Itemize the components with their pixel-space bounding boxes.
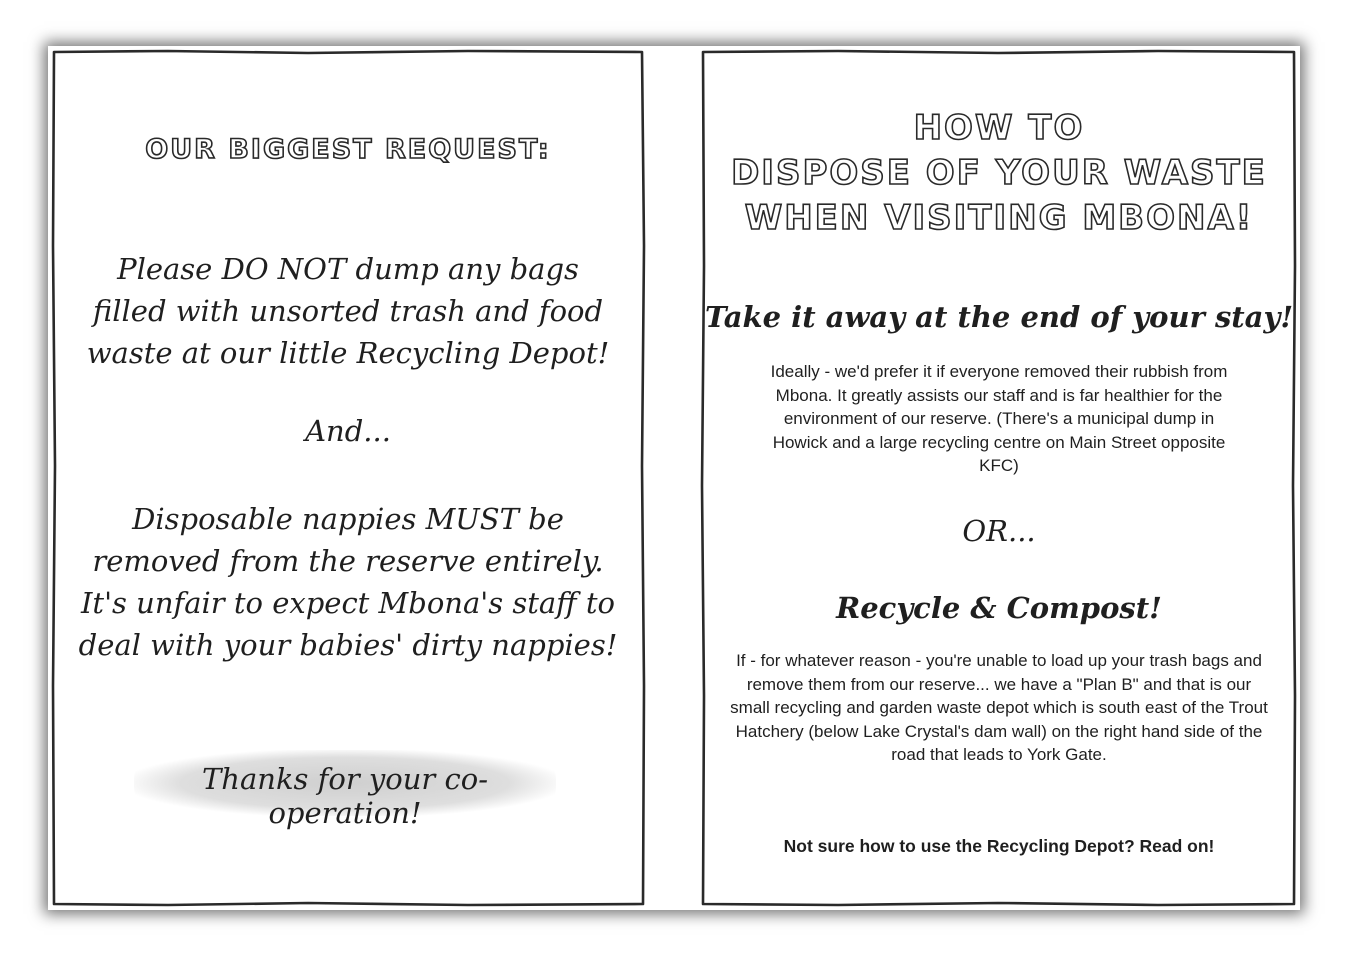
and-text: And...	[305, 414, 391, 448]
read-on-text: Not sure how to use the Recycling Depot? Read on!	[783, 836, 1215, 856]
right-panel-title	[698, 106, 1300, 241]
nappies-request-text: Disposable nappies MUST be removed from the reserve entirely. It's unfair to expect Mbona's staff to deal with your babies' dirty nappies!	[78, 502, 618, 662]
option2-text: If - for whatever reason - you're unable to load up your trash bags and remove them from our reserve... we have a "Plan B" and that is our small recycling and garden waste depot which is south east of the Trout Hatchery (below Lake Crystal's dam wall) on the right hand side of the road that leads to York Gate.	[730, 651, 1268, 764]
left-panel-title: OUR BIGGEST REQUEST:	[145, 134, 551, 165]
title-line-3: WHEN VISITING MBONA!	[744, 198, 1254, 238]
fold-gap	[648, 46, 698, 910]
dumping-request-text: Please DO NOT dump any bags filled with unsorted trash and food waste at our little Recycling Depot!	[86, 252, 610, 370]
thanks-text: Thanks for your co-operation!	[201, 762, 489, 830]
right-panel	[698, 46, 1300, 910]
title-line-1: HOW TO	[913, 108, 1085, 148]
option1-text: Ideally - we'd prefer it if everyone removed their rubbish from Mbona. It greatly assists our staff and is far healthier for the environment of our reserve. (There's a municipal dump in Howick and a large recycling centre on Main Street opposite KFC)	[770, 362, 1228, 475]
or-text: OR...	[962, 514, 1036, 548]
option2-heading: Recycle & Compost!	[836, 591, 1162, 625]
title-line-2: DISPOSE OF YOUR WASTE	[731, 153, 1267, 193]
brochure-sheet	[48, 46, 1300, 910]
left-panel	[48, 46, 648, 910]
thanks-highlight	[134, 750, 556, 830]
option1-heading: Take it away at the end of your stay!	[704, 300, 1294, 334]
